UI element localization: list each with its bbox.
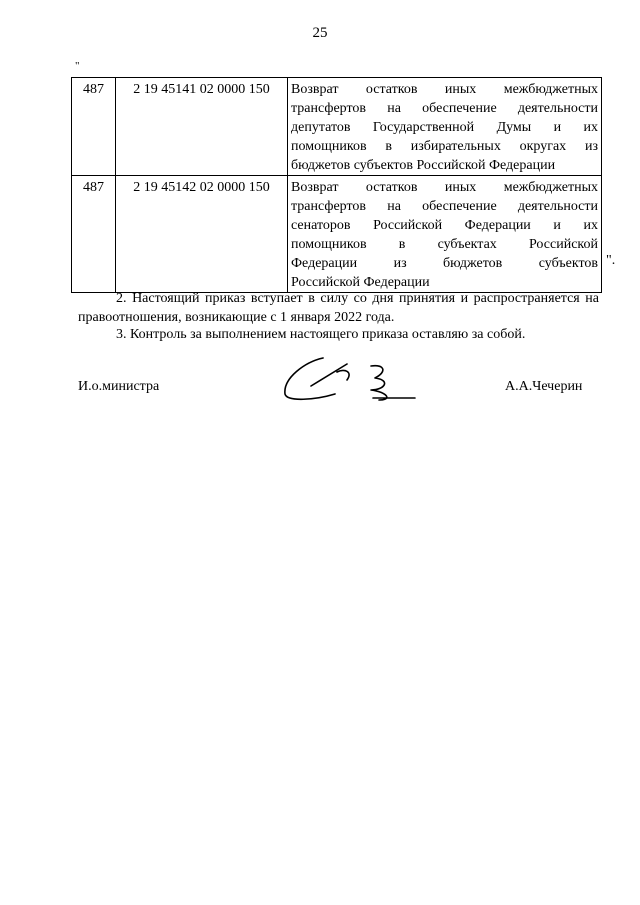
budget-code-cell: 2 19 45142 02 0000 150 bbox=[116, 176, 288, 293]
table-row bbox=[72, 78, 602, 176]
description-line: Возврат остатков иных межбюджетных bbox=[291, 180, 598, 195]
paragraph-2: 2. Настоящий приказ вступает в силу со дня принятия и распространяется на правоотношения, возникающие с 1 января 2022 года. bbox=[78, 291, 599, 325]
description-line: бюджетов субъектов Российской Федерации bbox=[291, 158, 556, 173]
description-line: помощников в избирательных округах из bbox=[291, 139, 598, 154]
closing-quote: ". bbox=[606, 253, 616, 268]
admin-code-cell: 487 bbox=[72, 176, 116, 293]
paragraph-3: 3. Контроль за выполнением настоящего приказа оставляю за собой. bbox=[116, 327, 526, 342]
description-line: депутатов Государственной Думы и их bbox=[291, 120, 598, 135]
table-row bbox=[72, 176, 602, 293]
signer-name: А.А.Чечерин bbox=[505, 379, 583, 394]
description-cell bbox=[288, 78, 602, 176]
signer-title: И.о.министра bbox=[78, 379, 160, 394]
opening-quote: " bbox=[75, 60, 80, 72]
description-line: Российской Федерации bbox=[291, 275, 430, 290]
description-line: трансфертов на обеспечение деятельности bbox=[291, 101, 598, 116]
description-cell bbox=[288, 176, 602, 293]
budget-code-cell: 2 19 45141 02 0000 150 bbox=[116, 78, 288, 176]
description-line: сенаторов Российской Федерации и их bbox=[291, 218, 598, 233]
description-line: трансфертов на обеспечение деятельности bbox=[291, 199, 598, 214]
description-line: Федерации из бюджетов субъектов bbox=[291, 256, 598, 271]
admin-code-cell: 487 bbox=[72, 78, 116, 176]
description-line: Возврат остатков иных межбюджетных bbox=[291, 82, 598, 97]
description-line: помощников в субъектах Российской bbox=[291, 237, 598, 252]
budget-codes-table bbox=[71, 77, 602, 293]
handwritten-signature bbox=[275, 350, 425, 410]
page-number: 25 bbox=[312, 25, 328, 41]
